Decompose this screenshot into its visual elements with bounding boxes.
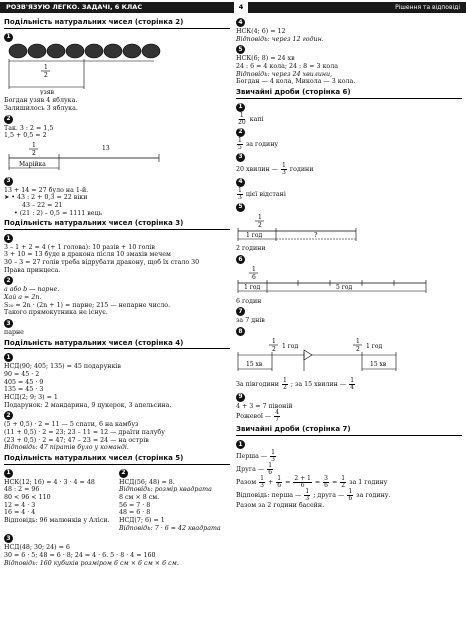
denominator: 7 xyxy=(275,416,280,424)
task-number: 3 xyxy=(4,319,13,328)
answer-line: 13 + 14 = 27 було на 1-й. xyxy=(4,186,89,194)
fraction: $\frac{1}{2}$ xyxy=(341,474,346,489)
numerator: 1 xyxy=(305,487,310,495)
fraction-answer xyxy=(236,463,462,476)
answer-line: Відповідь: 96 малюнків у Аліси. xyxy=(4,516,110,524)
answer-line: НСД(56; 48) = 8. xyxy=(119,478,175,486)
fig-label: узяв xyxy=(40,88,54,95)
fig-half-num: 1 xyxy=(44,63,48,71)
fraction-num: 1 xyxy=(272,337,276,345)
fraction-answer xyxy=(236,188,462,201)
answer-line: 48 : 2 = 96 xyxy=(4,486,40,494)
task-number: 1 xyxy=(4,33,13,42)
fraction-prefix: За півгодини xyxy=(236,380,279,388)
denominator: 6 xyxy=(348,494,353,502)
answer-line: НСД(90; 405; 135) = 45 подарунків xyxy=(4,363,121,371)
section-title: Подільність натуральних чисел (сторінка 3) xyxy=(4,219,230,230)
answer-line: 24 : 6 = 4 кола; 24 : 8 = 3 кола xyxy=(236,63,338,71)
answer-line: (11 + 0,5) · 2 = 23; 23 – 11 = 12 — драїти палубу xyxy=(4,429,165,437)
answer-line: НСК(4; 6) = 12 xyxy=(236,28,286,35)
task-number: 1 xyxy=(236,440,245,449)
answer-line: 8 см × 8 см. xyxy=(119,493,160,501)
numerator: 1 xyxy=(239,111,244,119)
fraction-answer xyxy=(236,138,462,151)
answer-line: Відповідь: 160 кубиків розміром 6 см × 6 см × 6 см. xyxy=(4,559,179,567)
answer-line: Відповідь: розмір квадрата xyxy=(119,486,212,494)
numerator: 1 xyxy=(238,136,242,144)
answer-line: 90 = 45 · 2 xyxy=(4,371,40,379)
sum-equation: Разом $\frac{1}{3}$ + $\frac{1}{6}$ = $\frac{2 + 1}{6}$ = $\frac{3}{6}$ = $\frac{1}{2}$ за 1 годину xyxy=(236,474,388,489)
fraction xyxy=(281,163,287,176)
fraction-answer xyxy=(236,489,462,502)
fig2-label: Марійка xyxy=(19,160,46,168)
fraction-answer xyxy=(236,450,462,463)
fraction-prefix: 20 хвилин — xyxy=(236,165,278,173)
section-title: Подільність натуральних чисел (сторінка 5) xyxy=(4,454,230,465)
answer-line: 12 = 4 · 3 xyxy=(4,501,36,509)
section-title: Звичайні дроби (сторінка 7) xyxy=(236,425,462,436)
answer-line: 135 = 45 · 3 xyxy=(4,386,44,394)
fraction-answer xyxy=(236,410,462,423)
segment-diagram xyxy=(4,140,230,172)
task-number: 8 xyxy=(236,327,245,336)
task-number: 1 xyxy=(4,234,13,243)
answer-line: 30 – 3 = 27 голів треба відрубати дракону, щоб їх стало 30 xyxy=(4,259,200,267)
task-number: 1 xyxy=(236,103,245,112)
right-column xyxy=(236,16,462,509)
answer-line: Такого прямокутника не існує. xyxy=(4,309,108,317)
answer-line: Разом за 2 години басейн. xyxy=(236,501,325,509)
fraction: $\frac{2 + 1}{6}$ xyxy=(294,474,311,489)
task-number: 1 xyxy=(4,353,13,362)
denominator: 3 xyxy=(271,455,275,463)
sum-suffix: за 1 годину xyxy=(349,478,388,486)
two-column-block xyxy=(4,467,230,533)
fraction-text: капі xyxy=(249,115,264,123)
answer-mid: ; друга — xyxy=(313,491,345,499)
numerator: 1 xyxy=(348,487,353,495)
fraction-den: 2 xyxy=(258,221,262,229)
task-2-block xyxy=(119,467,230,533)
answer-line: Подарунок: 2 мандарина, 9 цукерок, 3 апельсина. xyxy=(4,401,172,409)
answer-prefix: Відповідь: перша — xyxy=(236,491,302,499)
sum-prefix: Разом xyxy=(236,478,257,486)
answer-line: a або b — парне. xyxy=(4,286,60,294)
fraction: $\frac{3}{6}$ xyxy=(324,474,328,489)
fraction-answer xyxy=(236,378,462,391)
task-number: 2 xyxy=(4,411,13,420)
answer-line: 3 – 1 + 2 = 4 (+ 1 голова): 10 разів + 10 голів xyxy=(4,243,155,251)
answer-line: (5 + 0,5) · 2 = 11 — 5 спати, 6 на камбуз xyxy=(4,421,139,429)
answer-line: Відповідь: через 24 хвилини, xyxy=(236,70,333,78)
fraction xyxy=(237,138,243,151)
segment-label: 15 хв xyxy=(246,360,263,368)
answer-line: Так. 3 : 2 = 1,5 xyxy=(4,124,54,132)
fraction-den: 6 xyxy=(252,273,256,281)
answer-line: Відповідь: 47 піратів було у команді. xyxy=(4,444,129,452)
answer-line: НСК(12; 16) = 4 · 3 · 4 = 48 xyxy=(4,478,95,486)
segment-diagram-5 xyxy=(236,213,462,243)
answer-line: за 7 днів xyxy=(236,317,265,325)
task-number: 4 xyxy=(236,178,245,187)
segment-label: 5 год xyxy=(336,283,353,291)
answer-line: НСД(48; 30; 24) = 6 xyxy=(4,544,70,552)
answer-line: НСД(2; 9; 3) = 1 xyxy=(4,394,58,402)
numerator: 1 xyxy=(271,448,275,456)
fig2-value: 13 xyxy=(102,144,110,152)
answer-line: 48 = 6 · 8 xyxy=(119,509,151,517)
answer-line: Богдан узяв 4 яблука. xyxy=(4,97,78,105)
denominator: 3 xyxy=(282,168,286,176)
denominator: 3 xyxy=(238,193,242,201)
fraction-den: 2 xyxy=(272,345,276,353)
answer-line: 4 + 3 = 7 півоній xyxy=(236,402,293,410)
answer-line: • (21 : 2) – 0,5 = 1111 вець xyxy=(14,209,102,217)
answer-line: 30 = 6 · 5; 48 = 6 · 8; 24 = 4 · 6. 5 · 8 · 4 = 160 xyxy=(4,551,156,559)
answer-line: НСД(7; 6) = 1 xyxy=(119,516,165,524)
task-number: 2 xyxy=(119,469,128,478)
fraction-num: 1 xyxy=(356,337,360,345)
fraction-answer xyxy=(236,163,462,176)
fraction-text: цієї відстані xyxy=(245,190,286,198)
fraction xyxy=(270,450,276,463)
task-number: 5 xyxy=(236,203,245,212)
task-number: 3 xyxy=(4,177,13,186)
fraction xyxy=(274,410,280,423)
task-number: 2 xyxy=(236,128,245,137)
answer-line: парне xyxy=(4,329,24,337)
fraction: $\frac{1}{3}$ xyxy=(260,474,264,489)
answer-line: Відповідь: 7 · 6 = 42 квадрата xyxy=(119,524,221,532)
fraction-text: ; за 15 хвилин — xyxy=(290,380,347,388)
answer-line: Відповідь: через 12 годин. xyxy=(236,35,324,43)
section-title: Подільність натуральних чисел (сторінка 2) xyxy=(4,18,230,29)
fig-half-den: 2 xyxy=(44,71,48,79)
answer-line: (23 + 0,5) · 2 = 47; 47 – 23 = 24 — на острів xyxy=(4,436,149,444)
answer-line: 2 години xyxy=(236,245,266,253)
right-header xyxy=(234,2,466,13)
task-number: 9 xyxy=(236,393,245,402)
answer-line: 1,5 + 0,5 = 2 xyxy=(4,132,47,140)
answer-line: 56 = 7 · 8 xyxy=(119,501,151,509)
fraction xyxy=(237,188,243,201)
fraction-prefix: Перша — xyxy=(236,452,268,460)
segment-label: 1 год xyxy=(366,342,383,350)
answer-suffix: за годину. xyxy=(356,491,391,499)
left-header xyxy=(0,2,234,13)
fig2-num: 1 xyxy=(32,141,36,149)
fraction xyxy=(347,489,353,502)
task-number: 3 xyxy=(236,153,245,162)
denominator: 4 xyxy=(350,383,355,391)
fraction-den: 2 xyxy=(356,345,360,353)
answer-line: 6 годин xyxy=(236,297,262,305)
denominator: 6 xyxy=(268,468,273,476)
fraction-text: години xyxy=(289,165,314,173)
denominator: 3 xyxy=(305,494,310,502)
answer-line: Богдан — 4 кола, Микола — 3 кола. xyxy=(236,78,356,86)
task-number: 7 xyxy=(236,307,245,316)
answer-line: НСК(6; 8) = 24 хв xyxy=(236,55,295,63)
denominator: 2 xyxy=(283,383,287,391)
answer-line: 80 < 96 < 110 xyxy=(4,493,51,501)
task-number: 2 xyxy=(4,276,13,285)
numerator: 1 xyxy=(350,376,355,384)
segment-diagram-8 xyxy=(236,337,462,375)
fraction-prefix: Рожевої — xyxy=(236,413,272,421)
numerator: 1 xyxy=(238,186,242,194)
numerator: 1 xyxy=(283,376,287,384)
task-number: 5 xyxy=(236,45,245,54)
section-title: Звичайні дроби (сторінка 6) xyxy=(236,88,462,99)
answer-line: ➤ • 43 : 2 + 0,3 = 22 віки xyxy=(4,194,88,202)
task-number: 6 xyxy=(236,255,245,264)
task-number: 4 xyxy=(236,18,245,27)
fraction-prefix: Друга — xyxy=(236,465,265,473)
section-title: Подільність натуральних чисел (сторінка 4) xyxy=(4,339,230,350)
fraction xyxy=(349,378,355,391)
left-header-title: РОЗВ'ЯЗУЮ ЛЕГКО. ЗАДАЧІ, 6 КЛАС xyxy=(6,2,143,11)
page-number: 4 xyxy=(234,2,248,13)
fraction xyxy=(304,489,310,502)
right-header-title: Рішення та відповіді xyxy=(395,3,460,11)
fraction xyxy=(267,463,273,476)
task-1-block xyxy=(4,467,115,533)
answer-line-text: (21 : 2) – 0,5 = 1111 вець xyxy=(19,209,102,217)
left-column xyxy=(4,16,230,567)
answer-line: Права принцеса. xyxy=(4,266,61,274)
answer-line: Залишилось 3 яблука. xyxy=(4,104,78,112)
fraction xyxy=(282,378,288,391)
answer-line: 16 = 4 · 4 xyxy=(4,509,36,517)
numerator: 4 xyxy=(275,409,280,417)
fraction xyxy=(237,113,247,126)
fig2-den: 2 xyxy=(32,149,36,157)
segment-diagram-6 xyxy=(236,265,462,295)
numerator: 1 xyxy=(268,461,273,469)
answer-line-text: 43 : 2 + 0,3 = 22 віки xyxy=(17,194,88,202)
segment-label: 1 год xyxy=(246,231,263,239)
answer-line: 3 + 10 = 13 буде в дракона після 10 змахів мечем xyxy=(4,251,171,259)
numerator: 1 xyxy=(282,161,286,169)
fraction-num: 1 xyxy=(258,213,262,221)
fraction-answer xyxy=(236,113,462,126)
denominator: 20 xyxy=(238,118,246,126)
task-number: 3 xyxy=(4,534,13,543)
apples-diagram xyxy=(4,43,230,95)
segment-label: 15 хв xyxy=(370,360,387,368)
apples-row xyxy=(9,44,160,58)
segment-label: ? xyxy=(314,231,318,239)
flag-icon xyxy=(304,350,312,360)
segment-label: 1 год xyxy=(244,283,261,291)
answer-line: Хай a = 2n. xyxy=(4,294,42,302)
task-number: 2 xyxy=(4,115,13,124)
fraction: $\frac{1}{6}$ xyxy=(277,474,282,489)
fraction-num: 1 xyxy=(252,265,256,273)
segment-label: 1 год xyxy=(282,342,299,350)
denominator: 5 xyxy=(238,143,242,151)
answer-line: 43 – 22 = 21 xyxy=(22,201,63,209)
task-number: 1 xyxy=(4,469,13,478)
answer-line: S₂₀ = 2n · (2n + 1) = парне; 215 — непарне число. xyxy=(4,301,171,309)
answer-line: 405 = 45 · 9 xyxy=(4,378,44,386)
fraction-text: за годину xyxy=(245,140,279,148)
